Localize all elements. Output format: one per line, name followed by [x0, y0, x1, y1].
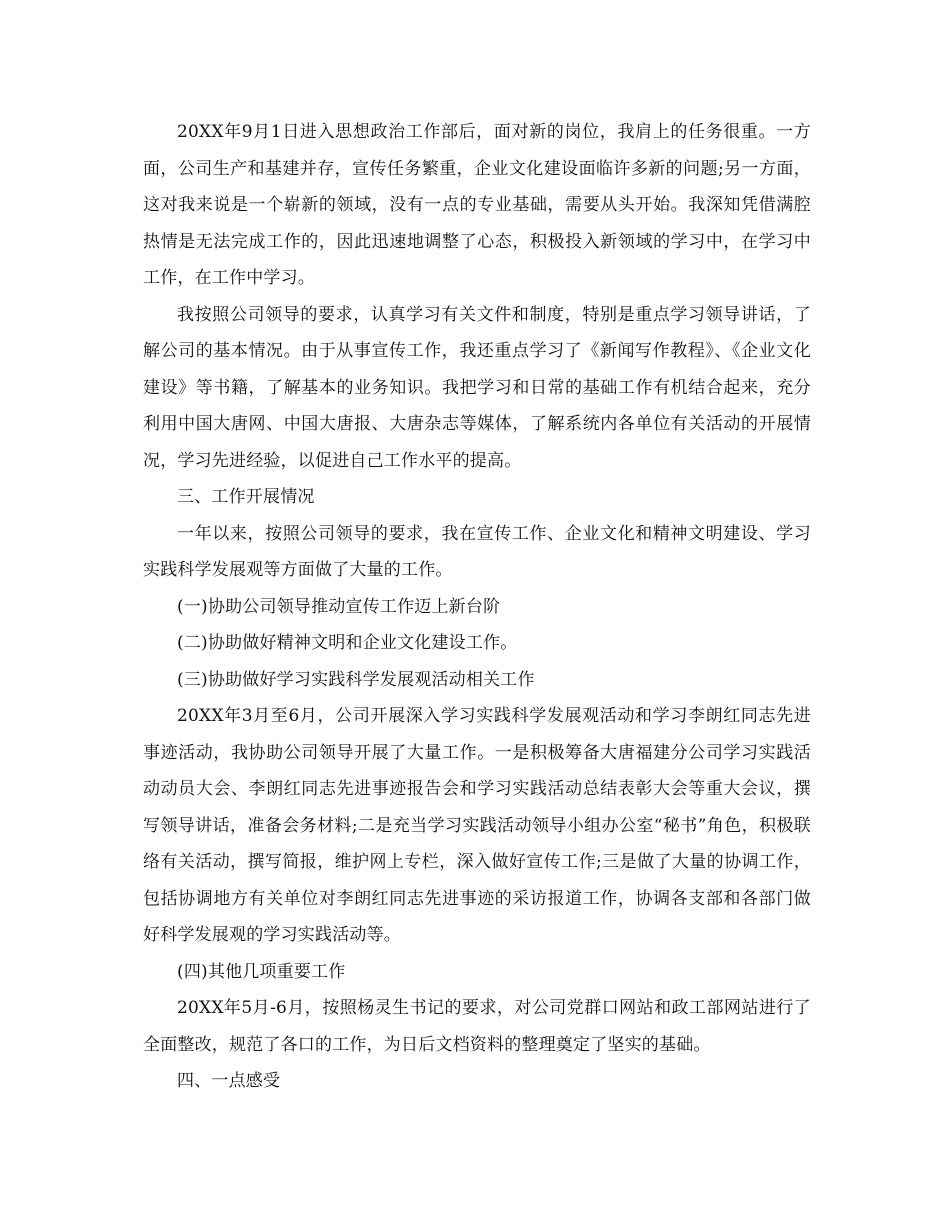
- subheading-practice: (三)协助做好学习实践科学发展观活动相关工作: [177, 669, 535, 690]
- subheading-other-work: (四)其他几项重要工作: [177, 961, 346, 982]
- subheading-publicity: (一)协助公司领导推动宣传工作迈上新台阶: [177, 596, 501, 617]
- document-body: [143, 114, 811, 1100]
- paragraph-year-summary: 一年以来，按照公司领导的要求，我在宣传工作、企业文化和精神文明建设、学习实践科学发展观等方面做了大量的工作。: [143, 523, 811, 580]
- paragraph-website-rectification: 20XX年5月-6月，按照杨灵生书记的要求，对公司党群口网站和政工部网站进行了全面整改，规范了各口的工作，为日后文档资料的整理奠定了坚实的基础。: [143, 998, 811, 1055]
- subheading-culture: (二)协助做好精神文明和企业文化建设工作。: [177, 633, 518, 653]
- paragraph-joining-department: 20XX年9月1日进入思想政治工作部后，面对新的岗位，我肩上的任务很重。一方面，公司生产和基建并存，宣传任务繁重，企业文化建设面临许多新的问题;另一方面，这对我来说是一个崭新的领域，没有一点的专业基础，需要从头开始。我深知凭借满腔热情是无法完成工作的，因此迅速地调整了心态，积极投入新领域的学习中，在学习中工作，在工作中学习。: [143, 122, 811, 288]
- heading-work-progress: 三、工作开展情况: [177, 487, 315, 507]
- paragraph-practice-activities: 20XX年3月至6月，公司开展深入学习实践科学发展观活动和学习李朗红同志先进事迹活动，我协助公司领导开展了大量工作。一是积极筹备大唐福建分公司学习实践活动动员大会、李朗红同志先进事迹报告会和学习实践活动总结表彰大会等重大会议，撰写领导讲话，准备会务材料;二是充当学习实践活动领导小组办公室“秘书”角色，积极联络有关活动，撰写简报，维护网上专栏，深入做好宣传工作;三是做了大量的协调工作，包括协调地方有关单位对李朗红同志先进事迹的采访报道工作，协调各支部和各部门做好科学发展观的学习实践活动等。: [143, 706, 811, 945]
- heading-reflections: 四、一点感受: [177, 1071, 281, 1091]
- paragraph-study: 我按照公司领导的要求，认真学习有关文件和制度，特别是重点学习领导讲话，了解公司的基本情况。由于从事宣传工作，我还重点学习了《新闻写作教程》、《企业文化建设》等书籍，了解基本的业务知识。我把学习和日常的基础工作有机结合起来，充分利用中国大唐网、中国大唐报、大唐杂志等媒体，了解系统内各单位有关活动的开展情况，学习先进经验，以促进自己工作水平的提高。: [143, 304, 811, 471]
